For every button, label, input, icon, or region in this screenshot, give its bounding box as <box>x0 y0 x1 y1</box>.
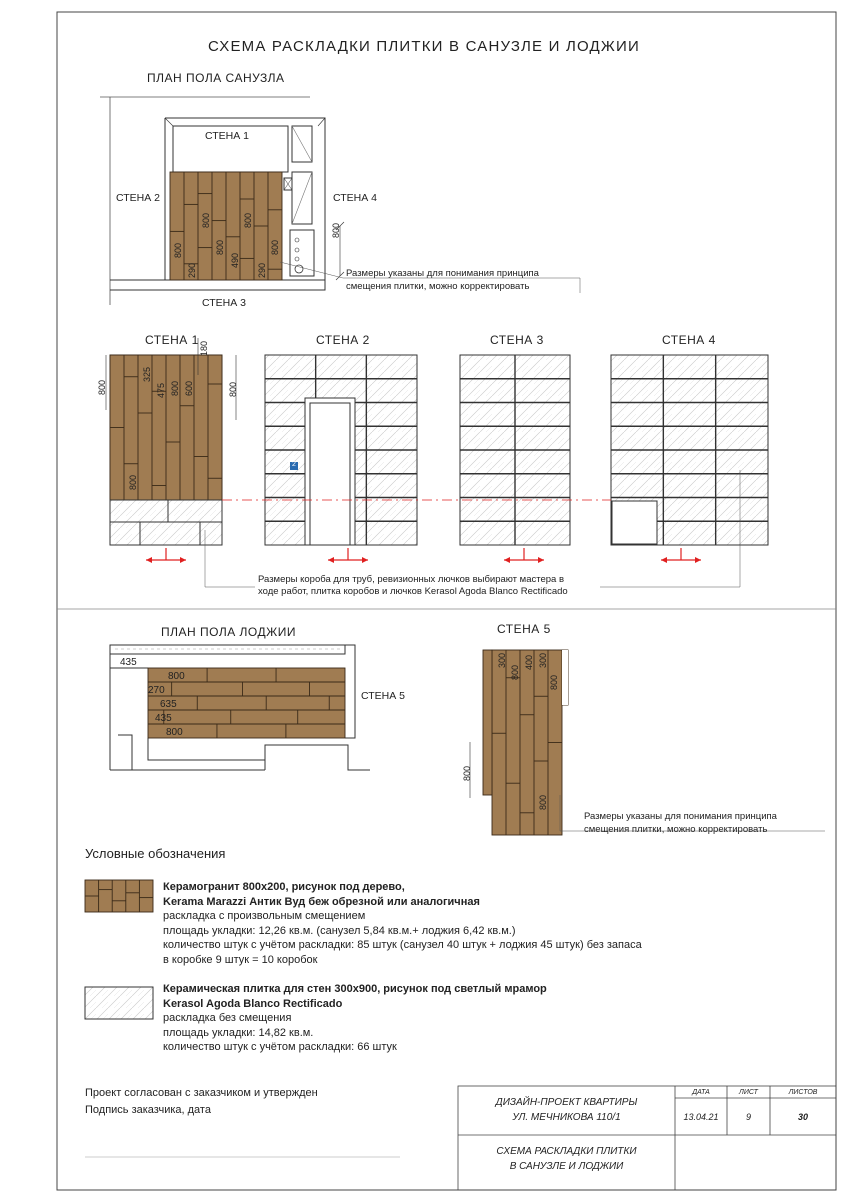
bathroom-dim-label: 800 <box>215 239 225 255</box>
legend-wood-line1: Керамогранит 800х200, рисунок под дерево, <box>163 881 405 893</box>
bathroom-dim-label: 290 <box>257 262 267 278</box>
legend-wood-line3: раскладка с произвольным смещением <box>163 910 366 922</box>
wall5-elevation <box>470 650 825 835</box>
approval-text: Проект согласован с заказчиком и утвержден <box>85 1087 318 1099</box>
loggia-floor-plan <box>110 645 370 770</box>
legend-marble-line1: Керамическая плитка для стен 300х900, рисунок под светлый мрамор <box>163 983 547 995</box>
bathroom-dim-label: 800 <box>201 212 211 228</box>
bathroom-wall4-label: СТЕНА 4 <box>333 192 377 204</box>
bathroom-dim-label: 490 <box>230 252 240 268</box>
wall5-dim-label: 800 <box>538 794 548 810</box>
loggia-dim-label: 635 <box>160 699 177 710</box>
bathroom-dim-label: 800 <box>173 242 183 258</box>
loggia-wall5-label: СТЕНА 5 <box>361 690 405 702</box>
tb-sheet-title-line1: СХЕМА РАСКЛАДКИ ПЛИТКИ <box>496 1146 637 1157</box>
w1-dim-label: 800 <box>170 380 180 396</box>
bathroom-plan-heading: ПЛАН ПОЛА САНУЗЛА <box>147 71 285 85</box>
signature-label: Подпись заказчика, дата <box>85 1104 211 1116</box>
elev-note-line1: Размеры короба для труб, ревизионных лючков выбирают мастера в <box>258 574 565 585</box>
w2-badge: 2 <box>292 461 296 468</box>
page-title: СХЕМА РАСКЛАДКИ ПЛИТКИ В САНУЗЛЕ И ЛОДЖИИ <box>208 38 640 55</box>
wall-elevations <box>106 338 768 587</box>
w1-dim-label: 800 <box>128 474 138 490</box>
wall5-dim-label: 800 <box>549 674 559 690</box>
w1-right-dim: 800 <box>228 381 238 397</box>
legend-wood-line6: в коробке 9 штук = 10 коробок <box>163 953 318 966</box>
wall5-left-dim: 800 <box>462 765 472 781</box>
legend-title: Условные обозначения <box>85 846 226 861</box>
legend-wood-line5: количество штук с учётом раскладки: 85 штук (санузел 40 штук + лоджия 45 штук) без запаса <box>163 939 642 951</box>
legend-item-marble <box>163 982 547 1055</box>
legend-wood-line2: Kerama Marazzi Антик Вуд беж обрезной или аналогичная <box>163 895 480 908</box>
bathroom-note-line2: смещения плитки, можно корректировать <box>346 281 530 292</box>
w1-dim-label: 600 <box>184 380 194 396</box>
legend-marble-line2: Kerasol Agoda Blanco Rectificado <box>163 997 343 1010</box>
wood-area <box>483 650 492 795</box>
w1-dim-label: 180 <box>199 340 209 356</box>
legend-item-wood <box>163 880 642 967</box>
w1-left-dim: 800 <box>97 379 107 395</box>
tb-project-line1: ДИЗАЙН-ПРОЕКТ КВАРТИРЫ <box>495 1097 638 1108</box>
bathroom-dim-right: 800 <box>331 222 341 238</box>
wall5-dim-label: 300 <box>538 652 548 668</box>
w1-dim-label: 325 <box>142 366 152 382</box>
tb-header-date: ДАТА <box>692 1089 710 1096</box>
tb-sheets: 30 <box>797 1112 808 1122</box>
loggia-dim-label: 435 <box>155 713 172 724</box>
legend-swatch-wood <box>85 880 153 912</box>
legend-marble-line4: площадь укладки: 14,82 кв.м. <box>163 1026 314 1039</box>
wall4-elevation <box>611 355 768 545</box>
wall5-note-line1: Размеры указаны для понимания принципа <box>584 811 777 822</box>
bathroom-dim-label: 800 <box>243 212 253 228</box>
loggia-plan-heading: ПЛАН ПОЛА ЛОДЖИИ <box>161 625 296 639</box>
loggia-dim-label: 270 <box>148 685 165 696</box>
wall5-note-line2: смещения плитки, можно корректировать <box>584 824 768 835</box>
wall2-elevation <box>265 355 417 545</box>
wall5-heading: СТЕНА 5 <box>497 622 551 636</box>
w1-dim-label: 475 <box>156 382 166 398</box>
elev-wall3-label: СТЕНА 3 <box>490 333 544 347</box>
bathroom-wall2-label: СТЕНА 2 <box>116 192 160 204</box>
bathroom-dim-label: 800 <box>270 239 280 255</box>
tb-sheet: 9 <box>745 1112 751 1122</box>
legend-swatch-marble <box>85 987 153 1019</box>
tb-header-sheets: ЛИСТОВ <box>788 1089 818 1096</box>
bathroom-dim-label: 290 <box>187 262 197 278</box>
bathroom-wall3-label: СТЕНА 3 <box>202 297 246 309</box>
bathroom-wall1-label: СТЕНА 1 <box>205 130 249 142</box>
wall3-elevation <box>460 355 570 545</box>
loggia-dim-label: 800 <box>168 671 185 682</box>
elev-note-line2: ходе работ, плитка коробов и лючков Kerasol Agoda Blanco Rectificado <box>258 586 568 597</box>
tb-project-line2: УЛ. МЕЧНИКОВА 110/1 <box>512 1112 621 1123</box>
loggia-dim-label: 435 <box>120 657 137 668</box>
loggia-dim-label: 800 <box>166 727 183 738</box>
elev-wall4-label: СТЕНА 4 <box>662 333 716 347</box>
wall5-dim-label: 800 <box>510 664 520 680</box>
legend-wood-line4: площадь укладки: 12,26 кв.м. (санузел 5,84 кв.м.+ лоджия 6,42 кв.м.) <box>163 924 516 937</box>
tb-date: 13.04.21 <box>683 1112 719 1122</box>
elev-wall1-label: СТЕНА 1 <box>145 333 199 347</box>
wall1-elevation <box>106 338 236 545</box>
legend-marble-line5: количество штук с учётом раскладки: 66 штук <box>163 1041 397 1053</box>
legend-marble-line3: раскладка без смещения <box>163 1012 292 1024</box>
bathroom-note-line1: Размеры указаны для понимания принципа <box>346 268 539 279</box>
tb-sheet-title-line2: В САНУЗЛЕ И ЛОДЖИИ <box>509 1161 624 1172</box>
wall5-dim-label: 400 <box>524 654 534 670</box>
tb-header-sheet: ЛИСТ <box>739 1089 758 1096</box>
wall5-dim-label: 300 <box>497 652 507 668</box>
elev-wall2-label: СТЕНА 2 <box>316 333 370 347</box>
